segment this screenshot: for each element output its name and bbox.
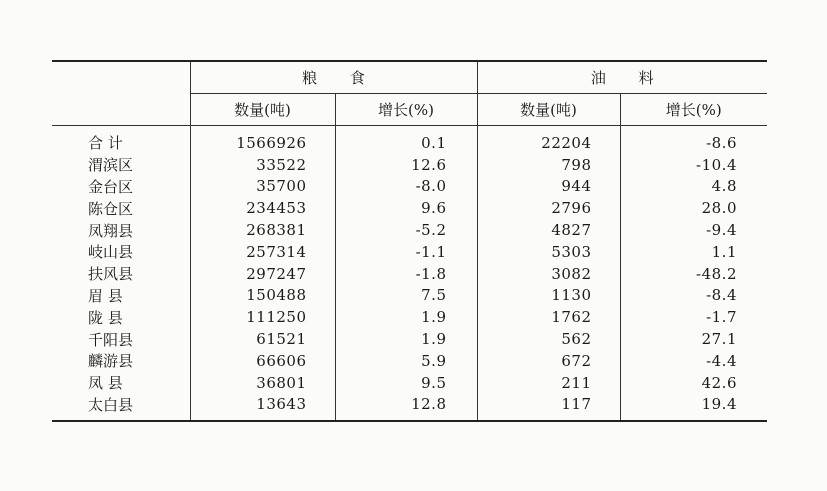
- table-body: [52, 126, 767, 422]
- oil-growth-cell: 4.8: [620, 176, 767, 198]
- table-row: [52, 241, 767, 263]
- grain-growth-cell: 0.1: [335, 126, 477, 154]
- grain-growth-header: 增长(%): [335, 94, 477, 126]
- region-cell: 眉 县: [88, 286, 123, 305]
- oil-qty-cell: 672: [477, 350, 620, 372]
- table-row: [52, 197, 767, 219]
- region-cell: 太白县: [52, 394, 190, 422]
- oil-qty-cell: 1762: [477, 306, 620, 328]
- oil-growth-cell: 19.4: [620, 394, 767, 422]
- table-row: [52, 176, 767, 198]
- region-cell: 麟游县: [88, 352, 134, 371]
- oil-group-header: 油 料: [477, 61, 767, 94]
- region-header-cell: [52, 61, 190, 126]
- table-row: [52, 126, 767, 154]
- table-row: [52, 154, 767, 176]
- table-row: [52, 306, 767, 328]
- grain-growth-cell: 5.9: [335, 350, 477, 372]
- grain-qty-cell: 150488: [190, 285, 335, 307]
- region-cell: 合 计: [88, 134, 123, 153]
- oil-qty-cell: 2796: [477, 197, 620, 219]
- table-row: [52, 350, 767, 372]
- grain-qty-cell: 13643: [190, 394, 335, 422]
- region-cell: 扶风县: [88, 265, 134, 284]
- oil-growth-cell: -1.7: [620, 306, 767, 328]
- grain-growth-cell: 9.5: [335, 372, 477, 394]
- grain-qty-cell: 66606: [190, 350, 335, 372]
- oil-growth-header: 增长(%): [620, 94, 767, 126]
- oil-growth-cell: -9.4: [620, 219, 767, 241]
- table-row: [52, 263, 767, 285]
- oil-qty-cell: 4827: [477, 219, 620, 241]
- oil-qty-cell: 22204: [477, 126, 620, 154]
- grain-growth-cell: 7.5: [335, 285, 477, 307]
- grain-qty-cell: 33522: [190, 154, 335, 176]
- region-cell: 陇 县: [88, 308, 123, 327]
- grain-qty-cell: 268381: [190, 219, 335, 241]
- oil-qty-header: 数量(吨): [477, 94, 620, 126]
- region-cell: 凤翔县: [88, 221, 134, 240]
- table-row: [52, 219, 767, 241]
- grain-qty-cell: 1566926: [190, 126, 335, 154]
- oil-growth-cell: -10.4: [620, 154, 767, 176]
- table-row: [52, 372, 767, 394]
- table-row: [52, 328, 767, 350]
- oil-growth-cell: -8.4: [620, 285, 767, 307]
- region-cell: 千阳县: [88, 330, 134, 349]
- oil-qty-cell: 117: [477, 394, 620, 422]
- oil-growth-cell: 1.1: [620, 241, 767, 263]
- statistics-table: [52, 60, 767, 422]
- oil-growth-cell: 27.1: [620, 328, 767, 350]
- grain-qty-cell: 36801: [190, 372, 335, 394]
- region-cell: 陈仓区: [88, 199, 134, 218]
- grain-qty-cell: 297247: [190, 263, 335, 285]
- grain-growth-cell: -1.1: [335, 241, 477, 263]
- region-cell: 渭滨区: [88, 156, 134, 175]
- oil-qty-cell: 944: [477, 176, 620, 198]
- grain-qty-cell: 61521: [190, 328, 335, 350]
- table-row: [52, 394, 767, 422]
- oil-qty-cell: 1130: [477, 285, 620, 307]
- table-row: [52, 285, 767, 307]
- region-cell: 金台区: [88, 177, 134, 196]
- oil-qty-cell: 5303: [477, 241, 620, 263]
- oil-qty-cell: 562: [477, 328, 620, 350]
- grain-growth-cell: -1.8: [335, 263, 477, 285]
- grain-qty-cell: 111250: [190, 306, 335, 328]
- grain-growth-cell: 12.8: [335, 394, 477, 422]
- grain-group-header: 粮 食: [190, 61, 477, 94]
- oil-qty-cell: 3082: [477, 263, 620, 285]
- region-cell: 凤 县: [88, 374, 123, 393]
- oil-qty-cell: 211: [477, 372, 620, 394]
- grain-growth-cell: -8.0: [335, 176, 477, 198]
- grain-growth-cell: -5.2: [335, 219, 477, 241]
- oil-growth-cell: -48.2: [620, 263, 767, 285]
- grain-growth-cell: 1.9: [335, 306, 477, 328]
- grain-growth-cell: 9.6: [335, 197, 477, 219]
- oil-qty-cell: 798: [477, 154, 620, 176]
- grain-qty-cell: 35700: [190, 176, 335, 198]
- region-cell: 岐山县: [88, 243, 134, 262]
- grain-qty-header: 数量(吨): [190, 94, 335, 126]
- grain-growth-cell: 12.6: [335, 154, 477, 176]
- table-header: [52, 61, 767, 126]
- grain-growth-cell: 1.9: [335, 328, 477, 350]
- grain-qty-cell: 234453: [190, 197, 335, 219]
- oil-growth-cell: -4.4: [620, 350, 767, 372]
- oil-growth-cell: 28.0: [620, 197, 767, 219]
- grain-qty-cell: 257314: [190, 241, 335, 263]
- oil-growth-cell: -8.6: [620, 126, 767, 154]
- oil-growth-cell: 42.6: [620, 372, 767, 394]
